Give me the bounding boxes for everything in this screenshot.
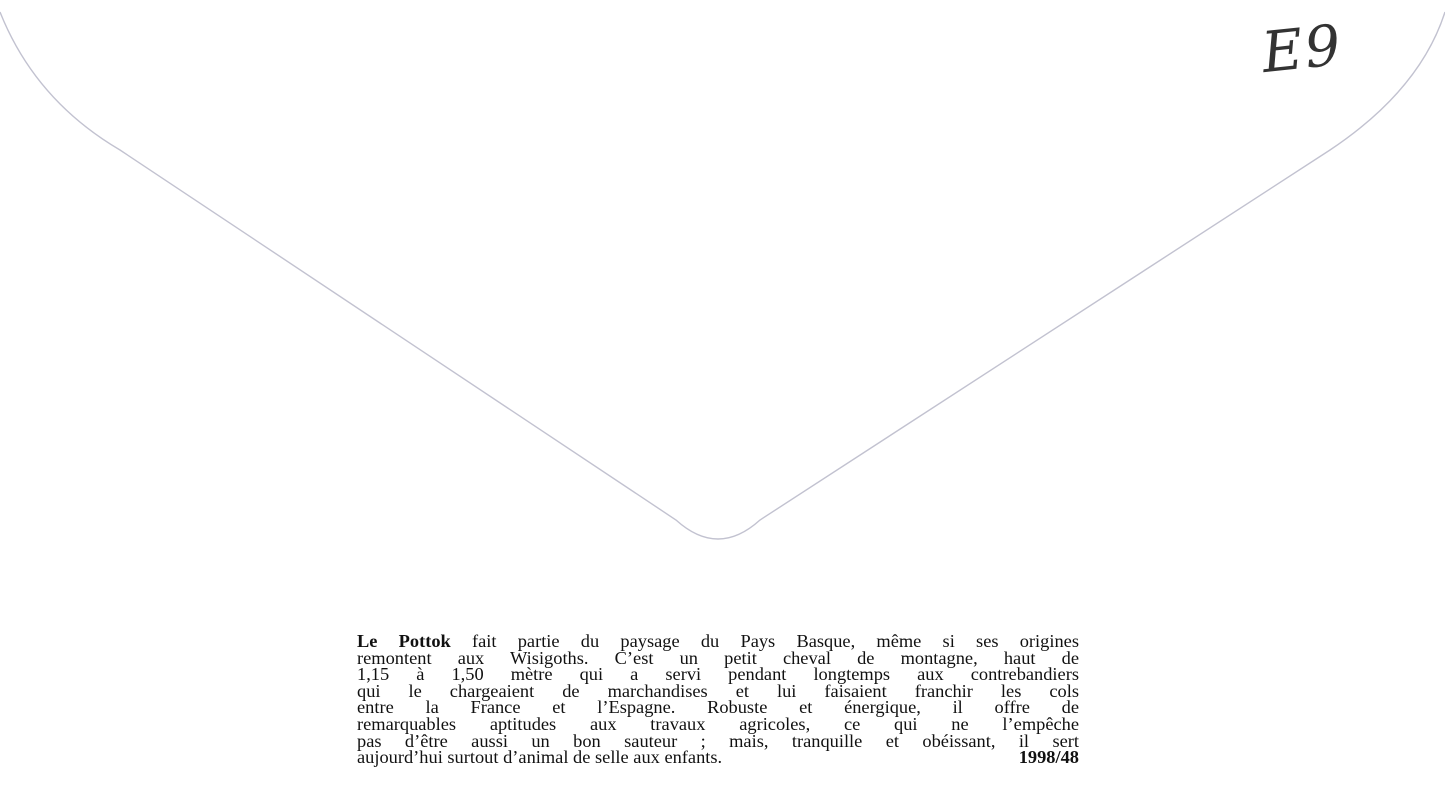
notice-line: entre la France et l’Espagne. Robuste et énergique, il offre de bbox=[357, 697, 1079, 718]
notice-line: Le Pottok fait partie du paysage du Pays Basque, même si ses origines bbox=[357, 631, 1079, 651]
notice-line-last: aujourd’hui surtout d’animal de selle aux enfants. 1998/48 bbox=[357, 747, 1079, 768]
notice-line: qui le chargeaient de marchandises et lui faisaient franchir les cols bbox=[357, 680, 1079, 701]
handwritten-mark: E9 bbox=[1258, 12, 1346, 87]
stamp-notice-text bbox=[357, 633, 1079, 766]
notice-line: pas d’être aussi un bon sauteur ; mais, tranquille et obéissant, il sert bbox=[357, 730, 1079, 751]
notice-reference: 1998/48 bbox=[1018, 747, 1079, 768]
notice-subject: Le Pottok bbox=[357, 631, 451, 651]
notice-line: remarquables aptitudes aux travaux agricoles, ce qui ne l’empêche bbox=[357, 713, 1079, 734]
flap-edge-line bbox=[0, 12, 1445, 539]
notice-line: 1,15 à 1,50 mètre qui a servi pendant longtemps aux contrebandiers bbox=[357, 664, 1079, 685]
notice-line: remontent aux Wisigoths. C’est un petit cheval de montagne, haut de bbox=[357, 647, 1079, 668]
